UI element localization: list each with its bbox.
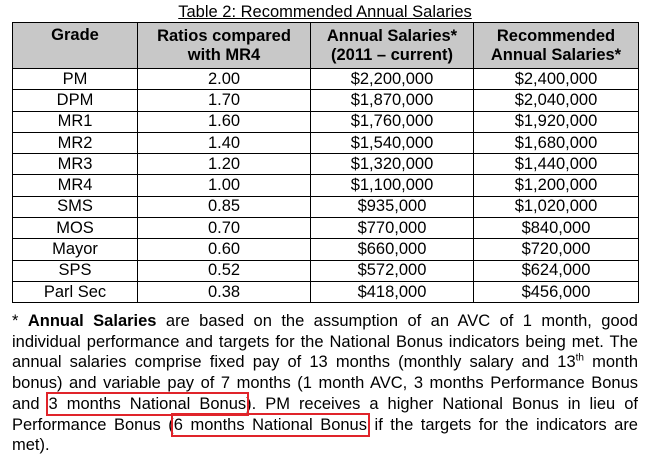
- cell-recommended-salary: $720,000: [474, 239, 639, 260]
- column-header-recommended-salaries: [474, 23, 639, 69]
- column-header-grade: Grade: [13, 23, 138, 69]
- table-row: [13, 132, 639, 153]
- cell-ratio: 0.38: [138, 281, 311, 302]
- highlight-box-national-bonus-3-months: 3 months National Bonus: [48, 394, 247, 413]
- cell-grade: Mayor: [13, 239, 138, 260]
- cell-grade: MR4: [13, 175, 138, 196]
- cell-grade: MOS: [13, 218, 138, 239]
- footnote-text-4: if the targets for the indicators are met).: [12, 415, 638, 455]
- cell-ratio: 1.70: [138, 90, 311, 111]
- cell-recommended-salary: $1,920,000: [474, 111, 639, 132]
- cell-recommended-salary: $2,400,000: [474, 69, 639, 90]
- cell-ratio: 0.70: [138, 218, 311, 239]
- cell-recommended-salary: $2,040,000: [474, 90, 639, 111]
- table-body: [13, 69, 639, 303]
- table-row: [13, 239, 639, 260]
- cell-recommended-salary: $624,000: [474, 260, 639, 281]
- table-caption: [0, 3, 650, 21]
- table-row: [13, 260, 639, 281]
- table-row: [13, 218, 639, 239]
- cell-annual-salary: $1,320,000: [311, 154, 474, 175]
- highlight-box-national-bonus-6-months: 6 months National Bonus: [173, 415, 367, 434]
- table-row: [13, 281, 639, 302]
- column-header-recommended-salaries-text: Recommended Annual Salaries*: [490, 26, 622, 64]
- cell-ratio: 1.20: [138, 154, 311, 175]
- footnote-text-3: ). PM receives a higher National Bonus in lieu of Performance Bonus (: [12, 394, 638, 434]
- cell-grade: MR2: [13, 132, 138, 153]
- table-row: [13, 111, 639, 132]
- column-header-ratio-text: Ratios compared with MR4: [157, 26, 291, 64]
- cell-recommended-salary: $1,440,000: [474, 154, 639, 175]
- cell-ratio: 0.52: [138, 260, 311, 281]
- cell-ratio: 1.00: [138, 175, 311, 196]
- footnote-text-2: month bonus) and variable pay of 7 months (1 month AVC, 3 months Performance Bonus and: [12, 353, 638, 413]
- footnote-bold-term: Annual Salaries: [27, 312, 157, 330]
- salaries-table: [12, 22, 639, 303]
- cell-annual-salary: $770,000: [311, 218, 474, 239]
- column-header-ratio: [138, 23, 311, 69]
- cell-annual-salary: $1,760,000: [311, 111, 474, 132]
- table-row: [13, 154, 639, 175]
- cell-ratio: 1.40: [138, 132, 311, 153]
- table-row: [13, 175, 639, 196]
- footnote-text-1: are based on the assumption of an AVC of 1 month, good individual performance and targets for the National Bonus indicators being met. The annual salaries comprise fixed pay of 13 months (monthly salary and 13: [12, 312, 638, 372]
- cell-annual-salary: $660,000: [311, 239, 474, 260]
- cell-grade: Parl Sec: [13, 281, 138, 302]
- cell-annual-salary: $935,000: [311, 196, 474, 217]
- cell-ratio: 0.60: [138, 239, 311, 260]
- cell-ratio: 0.85: [138, 196, 311, 217]
- cell-recommended-salary: $456,000: [474, 281, 639, 302]
- cell-ratio: 1.60: [138, 111, 311, 132]
- footnote-star: *: [12, 312, 19, 330]
- cell-ratio: 2.00: [138, 69, 311, 90]
- column-header-annual-salaries-text: Annual Salaries* (2011 – current): [326, 26, 458, 64]
- cell-grade: SMS: [13, 196, 138, 217]
- column-header-annual-salaries: [311, 23, 474, 69]
- cell-recommended-salary: $1,020,000: [474, 196, 639, 217]
- table-header-row: [13, 23, 639, 69]
- table-header: [13, 23, 639, 69]
- cell-annual-salary: $572,000: [311, 260, 474, 281]
- cell-grade: DPM: [13, 90, 138, 111]
- footnote-superscript: th: [575, 352, 584, 364]
- table-caption-text: Table 2: Recommended Annual Salaries: [178, 3, 472, 21]
- cell-recommended-salary: $1,680,000: [474, 132, 639, 153]
- footnote: [12, 311, 638, 456]
- cell-grade: SPS: [13, 260, 138, 281]
- table-row: [13, 90, 639, 111]
- cell-grade: PM: [13, 69, 138, 90]
- cell-annual-salary: $1,100,000: [311, 175, 474, 196]
- cell-recommended-salary: $840,000: [474, 218, 639, 239]
- cell-recommended-salary: $1,200,000: [474, 175, 639, 196]
- cell-annual-salary: $1,870,000: [311, 90, 474, 111]
- cell-annual-salary: $1,540,000: [311, 132, 474, 153]
- cell-annual-salary: $418,000: [311, 281, 474, 302]
- cell-grade: MR3: [13, 154, 138, 175]
- cell-grade: MR1: [13, 111, 138, 132]
- table-row: [13, 196, 639, 217]
- cell-annual-salary: $2,200,000: [311, 69, 474, 90]
- table-row: [13, 69, 639, 90]
